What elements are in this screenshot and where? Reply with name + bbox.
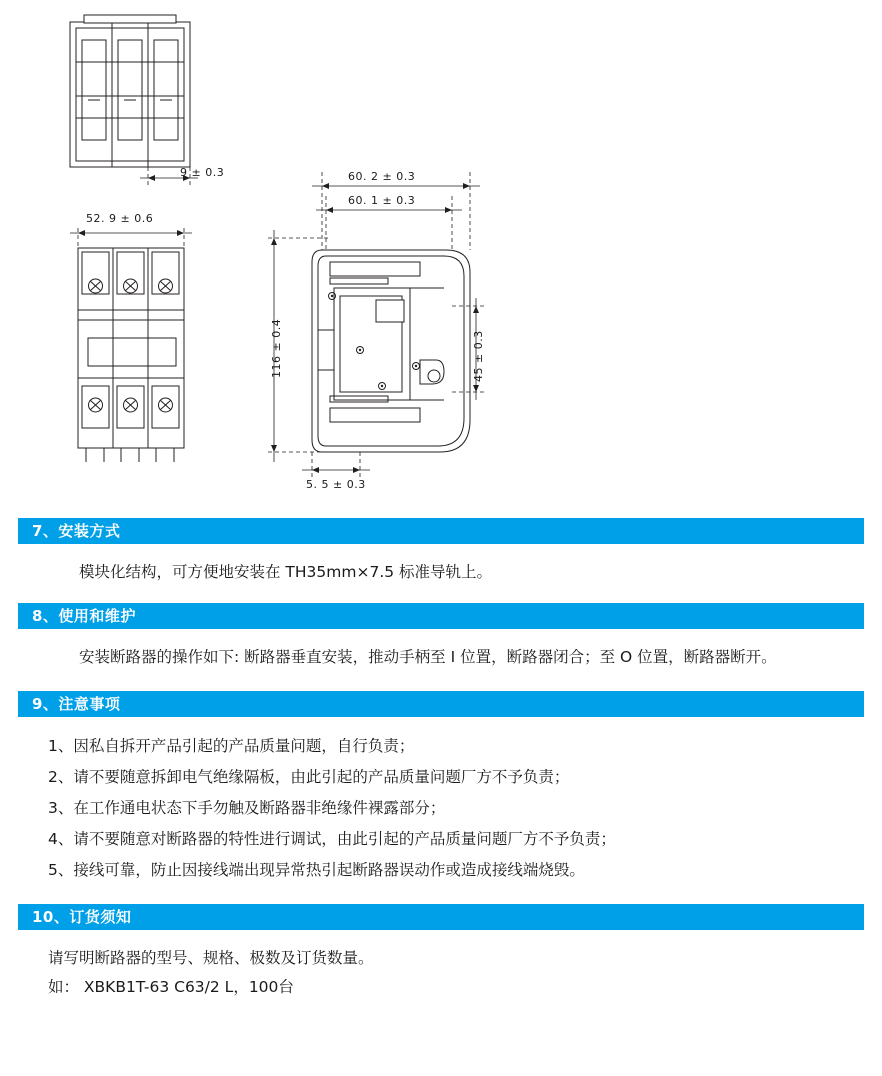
section-notice-body [0,717,882,896]
drawing-area [0,0,882,500]
section-usage-body [0,629,882,682]
section-notice-heading: 9、注意事项 [18,691,864,717]
notice-item: 5、接线可靠，防止因接线端出现异常热引起断路器误动作或造成接线端烧毁。 [48,860,585,879]
section-install-body [0,544,882,597]
order-line-1: 请写明断路器的型号、规格、极数及订货数量。 [48,948,374,967]
dimension-drawing-svg [0,0,882,500]
dimension-label-116: 116 ± 0.4 [270,318,283,378]
section-order [0,904,882,1013]
section-install [0,518,882,597]
section-order-body [0,930,882,1013]
dimension-label-9: 9 ± 0.3 [180,166,225,179]
dimension-label-52-9: 52. 9 ± 0.6 [86,212,154,225]
section-install-heading: 7、安装方式 [18,518,864,544]
order-line-2: 如： XBKB1T-63 C63/2 L，100台 [48,978,294,997]
dimension-label-60-1: 60. 1 ± 0.3 [348,194,416,207]
top-view [70,15,190,167]
section-usage [0,603,882,682]
section-usage-heading: 8、使用和维护 [18,603,864,629]
notice-item: 3、在工作通电状态下手勿触及断路器非绝缘件裸露部分； [48,798,446,817]
dimension-label-60-2: 60. 2 ± 0.3 [348,170,416,183]
section-order-heading: 10、订货须知 [18,904,864,930]
side-view [268,172,486,478]
front-view [70,228,192,462]
notice-item: 1、因私自拆开产品引起的产品质量问题，自行负责； [48,736,415,755]
dimension-label-5-5: 5. 5 ± 0.3 [306,478,366,491]
notice-item: 2、请不要随意拆卸电气绝缘隔板，由此引起的产品质量问题厂方不予负责； [48,767,570,786]
notice-item: 4、请不要随意对断路器的特性进行调试，由此引起的产品质量问题厂方不予负责； [48,829,616,848]
section-notice [0,691,882,896]
dimension-label-45: 45 ± 0.3 [472,330,485,382]
install-text: 模块化结构，可方便地安装在 TH35mm×7.5 标准导轨上。 [79,563,493,581]
usage-text: 安装断路器的操作如下: 断路器垂直安装，推动手柄至 I 位置，断路器闭合；至 O 位置，断路器断开。 [79,648,777,667]
